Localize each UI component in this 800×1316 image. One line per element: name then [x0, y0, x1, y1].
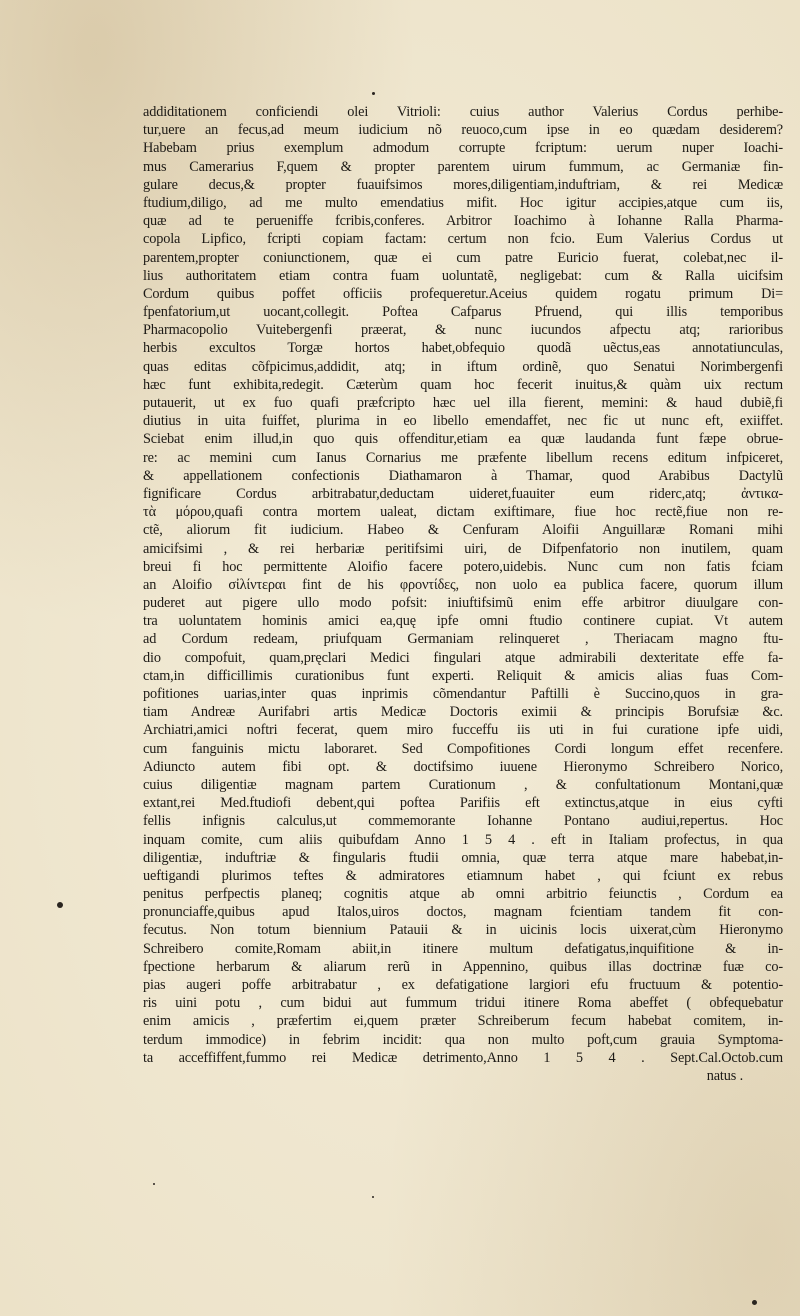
text-line: ueftigandi plurimos teftes & admiratores etiamnum habet , qui fciunt ex rebus	[143, 867, 783, 884]
text-line: lius authoritatem etiam contra fuam uoluntatẽ, negligebat: cum & Ralla uicifsim	[143, 267, 783, 284]
text-line: tra uoluntatem hominis amici ea,quę ipfe omni ftudio continere cupiat. Vt autem	[143, 613, 783, 630]
text-line: puderet aut pigere ullo modo pofsit: iniuftifsimũ enim effe arbitror diuulgare con-	[143, 595, 783, 612]
text-line: tiam Andreæ Aurifabri artis Medicæ Doctoris eximii & principis Borufsiæ &c.	[143, 704, 783, 721]
text-line: quas editas cõfpicimus,addidit, atq; in iftum ordinẽ, quo Senatui Norimbergenfi	[143, 358, 783, 375]
text-line: ta acceffiffent,fummo rei Medicæ detrimento,Anno 1 5 4 . Sept.Cal.Octob.cum	[143, 1049, 783, 1066]
text-line: diutius in uita fuiffet, plurima in eo libello emendaffet, nec fic ut nunc eft, exiiffet.	[143, 413, 783, 430]
text-line: dio compofuit, quam,pręclari Medici fingulari atque admirabili dexteritate effe fa-	[143, 649, 783, 666]
text-line: ris uini potu , cum bidui aut fummum tridui itinere Roma abeffet ( obfequebatur	[143, 995, 783, 1012]
text-line: putauerit, ut ex fuo quafi præfcripto hæc uel illa fierent, memini: & haud dubiẽ,fi	[143, 395, 783, 411]
text-line: pofitiones uarias,inter quas inprimis cõmendantur Paftilli è Succino,quos in gra-	[143, 686, 783, 702]
text-line: ctẽ, aliorum fit iudicium. Habeo & Cenfuram Aloifii Anguillaræ Romani mihi	[143, 522, 783, 539]
ink-speck	[372, 92, 375, 95]
text-block	[143, 103, 783, 1085]
text-line: breui fi hoc permittente Aloifio facere potero,uidebis. Nunc cum non fatis fciam	[143, 558, 783, 575]
text-line: Sciebat enim illud,in quo quis offenditur,etiam ea quæ laudanda funt fæpe obrue-	[143, 431, 783, 448]
text-line: fpenfatorium,ut uocant,collegit. Poftea Cafparus Pfruend, qui illis temporibus	[143, 304, 783, 321]
text-line: gulare decus,& propter fuauifsimos mores,diligentiam,induftriam, & rei Medicæ	[143, 176, 783, 193]
ink-speck	[372, 1196, 374, 1198]
text-line: Cordum quibus poffet officiis profequeretur.Aceius quidem rogatu primum Di=	[143, 285, 783, 302]
text-line: re: ac memini cum Ianus Cornarius me præfente libellum recens editum infpiceret,	[143, 449, 783, 466]
text-line: Schreibero comite,Romam abiit,in itinere multum defatigatus,inquifitione & in-	[143, 940, 783, 957]
text-line: penitus perfpectis planeq; cognitis atque ab omni arbitrio feiunctis , Cordum ea	[143, 886, 783, 903]
text-line: extant,rei Med.ftudiofi debent,qui poftea Parifiis eft extinctus,atque in eius cyfti	[143, 795, 783, 812]
text-line: quæ ad te perueniffe fcribis,conferes. Arbitror Ioachimo à Iohanne Ralla Pharma-	[143, 213, 783, 230]
text-line: mus Camerarius F,quem & propter parentem uirum fummum, ac Germaniæ fin-	[143, 158, 783, 175]
text-line: amicifsimi , & rei herbariæ peritifsimi uiri, de Difpenfatorio non inutilem, quam	[143, 540, 783, 557]
text-line: parentem,propter coniunctionem, quæ ei cum patre Euricio fuerat, colebat,nec il-	[143, 249, 783, 266]
text-line: Archiatri,amici noftri fecerat, quem miro fucceffu iis uti in fui curatione ipfe uidi,	[143, 722, 783, 739]
text-line: Pharmacopolio Vuitebergenfi præerat, & nunc iucundos afpectu atq; rarioribus	[143, 322, 783, 339]
text-line: herbis excultos Torgæ hortos habet,obfequio quodã uẽctus,eas annotatiunculas,	[143, 340, 783, 357]
text-line: tur,uere an fecus,ad meum iudicium nõ reuoco,cum ipse in eo quædam desiderem?	[143, 122, 783, 139]
text-line: & appellationem confectionis Diathamaron à Thamar, quod Arabibus Dactylũ	[143, 467, 783, 484]
text-line: copola Lipfico, fcripti copiam factam: certum non fcio. Eum Valerius Cordus ut	[143, 231, 783, 248]
text-line: Habebam prius exemplum admodum corrupte fcriptum: uerum nuper Ioachi-	[143, 140, 783, 157]
text-line: inquam comite, cum aliis quibufdam Anno 1 5 4 . eft in Italiam profectus, in qua	[143, 831, 783, 848]
text-line: terdum immodice) in febrim incidit: qua non multo poft,cum grauia Symptoma-	[143, 1031, 783, 1048]
text-line: natus .	[706, 1067, 743, 1084]
text-line: pronunciaffe,quibus apud Italos,uiros doctos, magnam fcientiam tandem fit con-	[143, 904, 783, 921]
text-line: fellis infignis calculus,ut commemorante Iohanne Pontano audiui,repertus. Hoc	[143, 813, 783, 830]
ink-speck	[57, 902, 63, 908]
text-line: τὰ μόρου,quafi contra mortem ualeat, dictam exiftimare, fiue hoc rectẽ,fiue non re-	[143, 504, 783, 521]
text-line: ad Cordum redeam, priufquam Germaniam relinqueret , Theriacam magno ftu-	[143, 631, 783, 648]
text-line: cum fanguinis mictu laboraret. Sed Compofitiones Cordi longum effet recenfere.	[143, 740, 783, 757]
text-line: an Aloifio σἰλίντεραι fint de his φροντίδες, non uolo ea publica facere, quorum illum	[143, 576, 783, 593]
text-line: fecutus. Non totum biennium Patauii & in uicinis locis uixerat,cùm Hieronymo	[143, 922, 783, 939]
text-line: ctam,in difficillimis curationibus funt experti. Reliquit & amicis alias fuas Com-	[143, 667, 783, 684]
text-line: cuius diligentiæ magnam partem Curationum , & confultationum Montani,quæ	[143, 776, 783, 793]
text-line: fpectione herbarum & aliarum rerũ in Appennino, quibus illas doctrinæ fuæ co-	[143, 958, 783, 975]
text-line: hæc funt exhibita,redegit. Cæterùm quam hoc fecerit inuitus,& quàm uix rectum	[143, 376, 783, 393]
text-line: fignificare Cordus arbitrabatur,deductam uideret,fuauiter eum riderc,atq; ἀντικα-	[143, 485, 783, 502]
text-line: diligentiæ, induftriæ & fingularis ftudii omnia, quæ terra atque mare habebat,in-	[143, 849, 783, 866]
text-line: ftudium,diligo, ad me multo emendatius mifit. Hoc igitur accipies,atque cum iis,	[143, 194, 783, 211]
text-line: pias augeri poffe arbitrabatur , ex defatigatione largiori efu fructuum & potentio-	[143, 977, 783, 993]
ink-speck	[752, 1300, 757, 1305]
text-line: addiditationem conficiendi olei Vitrioli: cuius author Valerius Cordus perhibe-	[143, 104, 783, 120]
text-line: Adiuncto autem fibi opt. & doctifsimo iuuene Hieronymo Schreibero Norico,	[143, 758, 783, 775]
ink-speck	[153, 1183, 155, 1185]
text-line: enim amicis , præfertim ei,quem præter Schreiberum fecum habebat comitem, in-	[143, 1013, 783, 1030]
